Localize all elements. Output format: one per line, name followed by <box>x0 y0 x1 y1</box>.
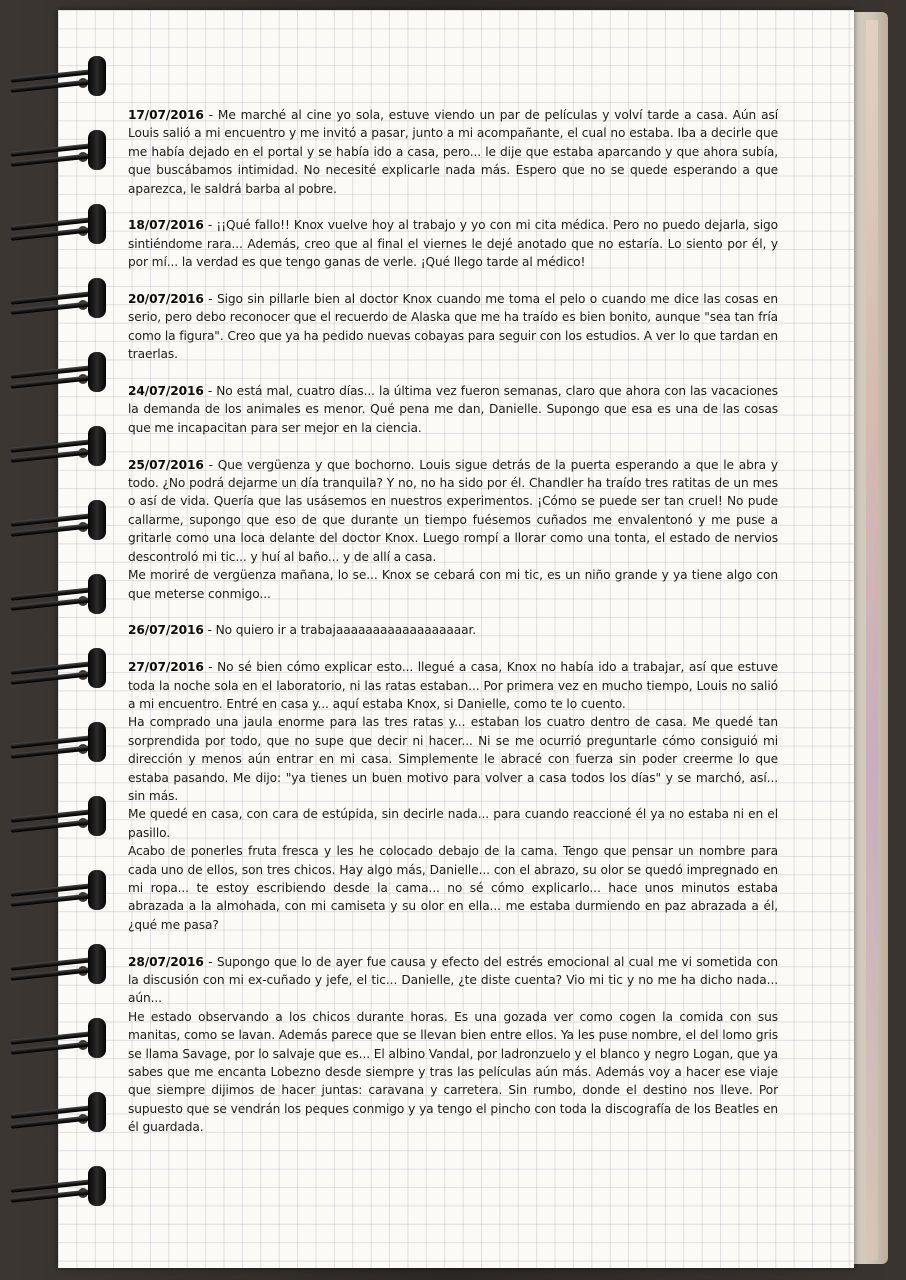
spiral-ring <box>10 504 104 538</box>
back-cover-edge <box>866 20 878 1260</box>
entry-date: 20/07/2016 <box>128 292 204 307</box>
spiral-ring <box>10 800 104 834</box>
spiral-ring <box>10 726 104 760</box>
entry-paragraph: 27/07/2016 - No sé bien cómo explicar esto... llegué a casa, Knox no había ido a trabajar, así que estuve toda la noche sola en el laboratorio, ni las ratas estaban... Por primera vez en mucho tiempo, Louis no salió a mi encuentro. Entré en casa y... aquí estaba Knox, si Danielle, como te lo cuento. <box>128 660 778 711</box>
entry-text: No sé bien cómo explicar esto... llegué a casa, Knox no había ido a trabajar, así que estuve toda la noche sola en el laboratorio, ni las ratas estaban... Por primera vez en mucho tiempo, Louis no salió a mi encuentro. Entré en casa y... aquí estaba Knox, si Danielle, como te lo cuento. <box>128 660 778 711</box>
diary-entry <box>128 106 778 198</box>
diary-entry <box>128 658 778 934</box>
entry-paragraph: 28/07/2016 - Supongo que lo de ayer fue causa y efecto del estrés emocional al cual me vi sometida con la discusión con mi ex-cuñado y jefe, el tic... Danielle, ¿te diste cuenta? Vio mi tic y no me ha dicho nada... aún... <box>128 954 778 1006</box>
entry-paragraph: 25/07/2016 - Que vergüenza y que bochorno. Louis sigue detrás de la puerta esperando a que le abra y todo. ¿No podrá dejarme un día tranquila? Y no, no ha sido por él. Chandler ha traído tres ratitas de un mes o así de vida. Quería que las usásemos en nuestros experimentos. ¡Cómo se puede ser tan cruel! No pude callarme, supongo que eso de que durante un tiempo fuésemos cuñados me envalentonó y me puse a gritarle como una loca delante del doctor Knox. Luego rompí a llorar como una tonta, el estado de nervios descontroló mi tic... y huí al baño... y de allí a casa. <box>128 457 778 564</box>
entry-paragraph: Me moriré de vergüenza mañana, lo se... Knox se cebará con mi tic, es un niño grande y ya tiene algo con que meterse conmigo... <box>128 568 778 601</box>
spiral-ring <box>10 208 104 242</box>
diary-entry <box>128 382 778 437</box>
entry-date: 18/07/2016 <box>128 218 204 233</box>
entry-text: No quiero ir a trabajaaaaaaaaaaaaaaaaaar. <box>215 623 477 638</box>
entry-paragraph: Me quedé en casa, con cara de estúpida, sin decirle nada... para cuando reaccioné él ya no estaba ni en el pasillo. <box>128 807 778 840</box>
entry-date: 17/07/2016 <box>128 108 204 122</box>
diary-entry <box>128 216 778 271</box>
spiral-ring <box>10 430 104 464</box>
spiral-ring <box>10 134 104 168</box>
spiral-ring <box>10 1022 104 1056</box>
entry-text: Que vergüenza y que bochorno. Louis sigue detrás de la puerta esperando a que le abra y todo. ¿No podrá dejarme un día tranquila? Y no, no ha sido por él. Chandler ha traído tres ratitas de un mes o así de vida. Quería que las usásemos en nuestros experimentos. ¡Cómo se puede ser tan cruel! No pude callarme, supongo que eso de que durante un tiempo fuésemos cuñados me envalentonó y me puse a gritarle como una loca delante del doctor Knox. Luego rompí a llorar como una tonta, el estado de nervios descontroló mi tic... y huí al baño... y de allí a casa. <box>128 457 778 564</box>
entry-paragraph: Acabo de ponerles fruta fresca y les he colocado debajo de la cama. Tengo que pensar un nombre para cada uno de ellos, son tres chicos. Hay algo más, Danielle... con el abrazo, su olor se quedó impregnado en mi ropa... te estoy escribiendo desde la cama... no sé cómo explicarlo... hace unos minutos estaba abrazada a la almohada, con mi camiseta y su olor en ella... me estaba durmiendo en paz abrazada a él, ¿qué me pasa? <box>128 844 778 932</box>
spiral-ring <box>10 948 104 982</box>
entry-text: ¡¡Qué fallo!! Knox vuelve hoy al trabajo y yo con mi cita médica. Pero no puedo dejarla, sigo sintiéndome rara... Además, creo que al final el viernes le dejé anotado que no estaría. Lo siento por él, y por mí... la verdad es que tengo ganas de verle. ¡Qué llego tarde al médico! <box>128 218 778 270</box>
entry-paragraph: 17/07/2016 - Me marché al cine yo sola, estuve viendo un par de películas y volví tarde a casa. Aún así Louis salió a mi encuentro y me invitó a pasar, junto a mi acompañante, el cual no estaba. Iba a decirle que me había dejado en el portal y se había ido a casa, pero... le dije que estaba aparcando y que ahora subía, que buscábamos intimidad. No necesité explicarle nada más. Espero que no se quede esperando a que aparezca, le saldrá barba al pobre. <box>128 108 778 196</box>
spiral-ring <box>10 652 104 686</box>
spiral-ring <box>10 60 104 94</box>
entry-paragraph: 20/07/2016 - Sigo sin pillarle bien al doctor Knox cuando me toma el pelo o cuando me dice las cosas en serio, pero debo reconocer que el recuerdo de Alaska que me ha traído es bien bonito, aunque "sea tan fría como la figura". Creo que ya ha pedido nuevas cobayas para seguir con los estudios. A ver lo que tardan en traerlas. <box>128 292 778 362</box>
entry-text: Sigo sin pillarle bien al doctor Knox cuando me toma el pelo o cuando me dice las cosas en serio, pero debo reconocer que el recuerdo de Alaska que me ha traído es bien bonito, aunque "sea tan fría como la figura". Creo que ya ha pedido nuevas cobayas para seguir con los estudios. A ver lo que tardan en traerlas. <box>128 292 778 362</box>
diary-entry <box>128 621 778 639</box>
entry-date: 24/07/2016 <box>128 384 204 399</box>
spiral-ring <box>10 1170 104 1204</box>
entry-text: Me marché al cine yo sola, estuve viendo un par de películas y volví tarde a casa. Aún así Louis salió a mi encuentro y me invitó a pasar, junto a mi acompañante, el cual no estaba. Iba a decirle que me había dejado en el portal y se había ido a casa, pero... le dije que estaba aparcando y que ahora subía, que buscábamos intimidad. No necesité explicarle nada más. Espero que no se quede esperando a que aparezca, le saldrá barba al pobre. <box>128 108 778 196</box>
spiral-ring <box>10 578 104 612</box>
entry-paragraph: 24/07/2016 - No está mal, cuatro días... la última vez fueron semanas, claro que ahora con las vacaciones la demanda de los animales es menor. Qué pena me dan, Danielle. Supongo que esa es una de las cosas que me incapacitan para ser mejor en la ciencia. <box>128 384 778 435</box>
diary-entry <box>128 456 778 603</box>
entry-paragraph: 18/07/2016 - ¡¡Qué fallo!! Knox vuelve hoy al trabajo y yo con mi cita médica. Pero no puedo dejarla, sigo sintiéndome rara... Además, creo que al final el viernes le dejé anotado que no estaría. Lo siento por él, y por mí... la verdad es que tengo ganas de verle. ¡Qué llego tarde al médico! <box>128 218 778 270</box>
diary-text <box>128 106 778 1155</box>
spiral-ring <box>10 356 104 390</box>
diary-entry <box>128 290 778 364</box>
entry-date: 27/07/2016 <box>128 660 204 675</box>
entry-paragraph: Ha comprado una jaula enorme para las tres ratas y... estaban los cuatro dentro de casa. Me quedé tan sorprendida por todo, que no supe que decir ni hacer... Ni se me ocurrió preguntarle cómo consiguió mi dirección y menos aún entrar en mi casa. Simplemente le abracé con fuerza sin poder creerme lo que estaba pasando. Me dijo: "ya tienes un buen motivo para volver a casa todos los días" y se marchó, así... sin más. <box>128 715 778 803</box>
spiral-ring <box>10 282 104 316</box>
entry-text: No está mal, cuatro días... la última vez fueron semanas, claro que ahora con las vacaciones la demanda de los animales es menor. Qué pena me dan, Danielle. Supongo que esa es una de las cosas que me incapacitan para ser mejor en la ciencia. <box>128 384 778 435</box>
spiral-ring <box>10 1096 104 1130</box>
spiral-ring <box>10 874 104 908</box>
entry-date: 28/07/2016 <box>128 954 204 969</box>
entry-text: Supongo que lo de ayer fue causa y efecto del estrés emocional al cual me vi sometida con la discusión con mi ex-cuñado y jefe, el tic... Danielle, ¿te diste cuenta? Vio mi tic y no me ha dicho nada... aún... <box>128 954 778 1006</box>
entry-paragraph: 26/07/2016 - No quiero ir a trabajaaaaaaaaaaaaaaaaaar. <box>128 623 477 638</box>
entry-date: 25/07/2016 <box>128 457 204 472</box>
entry-date: 26/07/2016 <box>128 623 204 638</box>
diary-entry <box>128 953 778 1137</box>
entry-paragraph: He estado observando a los chicos durante horas. Es una gozada ver como cogen la comida con sus manitas, como se lavan. Además parece que se llevan bien entre ellos. Ya les puse nombre, el del lomo gris se llama Savage, por lo salvaje que es... El albino Vandal, por ladronzuelo y el blanco y negro Logan, que ya sabes que me encanta Lobezno desde siempre y tras las películas aún más. Además voy a hacer ese viaje que siempre dijimos de hacer juntas: caravana y carretera. Sin rumbo, donde el destino nos lleve. Por supuesto que se vendrán los peques conmigo y ya tengo el pincho con toda la discografía de los Beatles en él guardada. <box>128 1009 778 1135</box>
